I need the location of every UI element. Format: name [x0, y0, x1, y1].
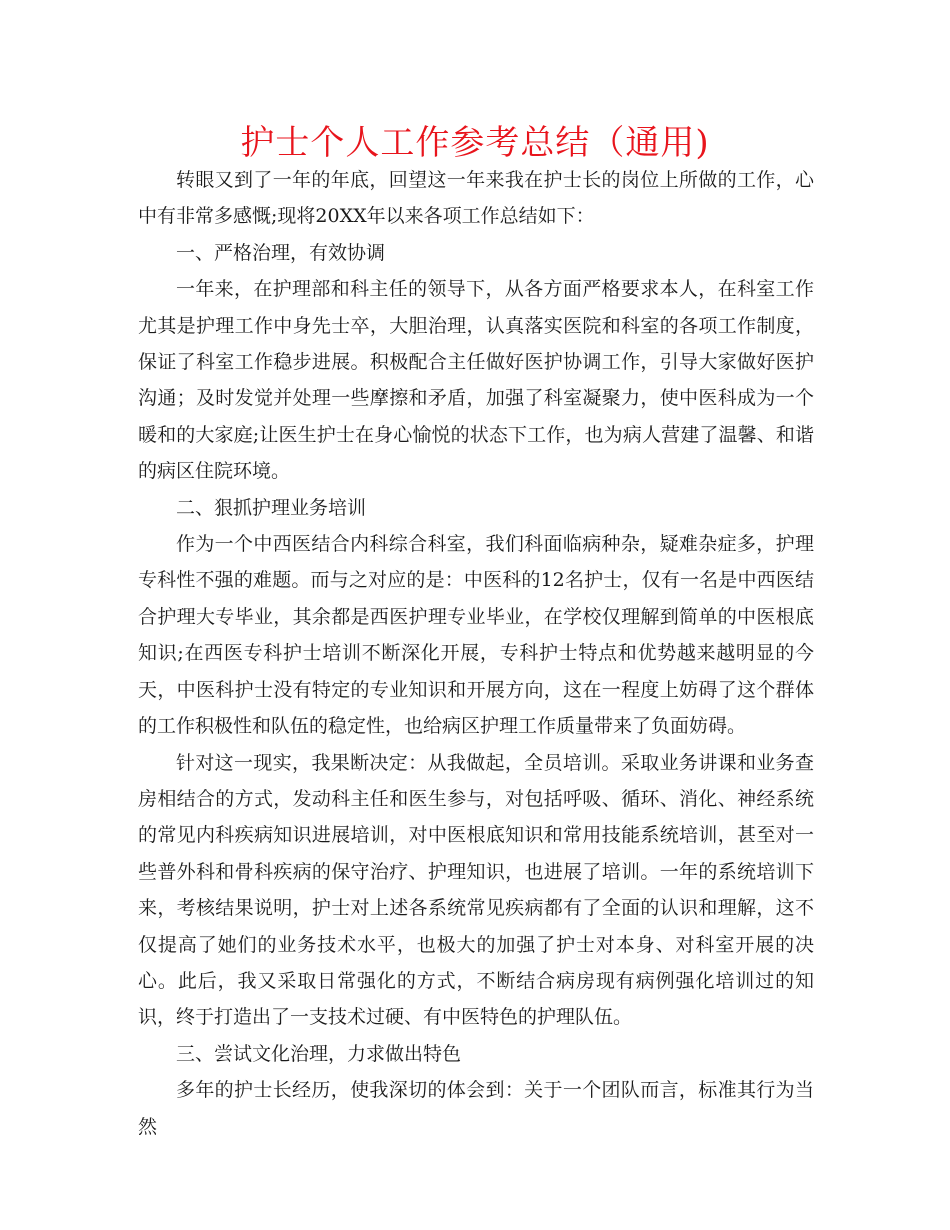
- paragraph-section-3: 多年的护士长经历，使我深切的体会到：关于一个团队而言，标准其行为当然: [138, 1079, 814, 1138]
- section-heading-2: 二、狠抓护理业务培训: [176, 496, 367, 519]
- section-heading-3: 三、尝试文化治理，力求做出特色: [176, 1042, 462, 1065]
- paragraph-intro: 转眼又到了一年的年底，回望这一年来我在护士长的岗位上所做的工作，心中有非常多感慨;现将20XX年以来各项工作总结如下：: [138, 169, 814, 228]
- section-heading-1: 一、严格治理，有效协调: [176, 241, 386, 264]
- document-body: [138, 162, 814, 1145]
- paragraph-section-1: 一年来，在护理部和科主任的领导下，从各方面严格要求本人，在科室工作尤其是护理工作中身先士卒，大胆治理，认真落实医院和科室的各项工作制度，保证了科室工作稳步进展。积极配合主任做好医护协调工作，引导大家做好医护沟通；及时发觉并处理一些摩擦和矛盾，加强了科室凝聚力，使中医科成为一个暖和的大家庭;让医生护士在身心愉悦的状态下工作，也为病人营建了温馨、和谐的病区住院环境。: [138, 278, 814, 483]
- document-title: 护士个人工作参考总结（通用): [240, 123, 710, 163]
- paragraph-section-2b: 针对这一现实，我果断决定：从我做起，全员培训。采取业务讲课和业务查房相结合的方式，发动科主任和医生参与，对包括呼吸、循环、消化、神经系统的常见内科疾病知识进展培训，对中医根底知识和常用技能系统培训，甚至对一些普外科和骨科疾病的保守治疗、护理知识，也进展了培训。一年的系统培训下来，考核结果说明，护士对上述各系统常见疾病都有了全面的认识和理解，这不仅提高了她们的业务技术水平，也极大的加强了护士对本身、对科室开展的决心。此后，我又采取日常强化的方式，不断结合病房现有病例强化培训过的知识，终于打造出了一支技术过硬、有中医特色的护理队伍。: [138, 751, 814, 1029]
- paragraph-section-2a: 作为一个中西医结合内科综合科室，我们科面临病种杂，疑难杂症多，护理专科性不强的难题。而与之对应的是：中医科的12名护士，仅有一名是中西医结合护理大专毕业，其余都是西医护理专业毕业，在学校仅理解到简单的中医根底知识;在西医专科护士培训不断深化开展，专科护士特点和优势越来越明显的今天，中医科护士没有特定的专业知识和开展方向，这在一程度上妨碍了这个群体的工作积极性和队伍的稳定性，也给病区护理工作质量带来了负面妨碍。: [138, 533, 814, 738]
